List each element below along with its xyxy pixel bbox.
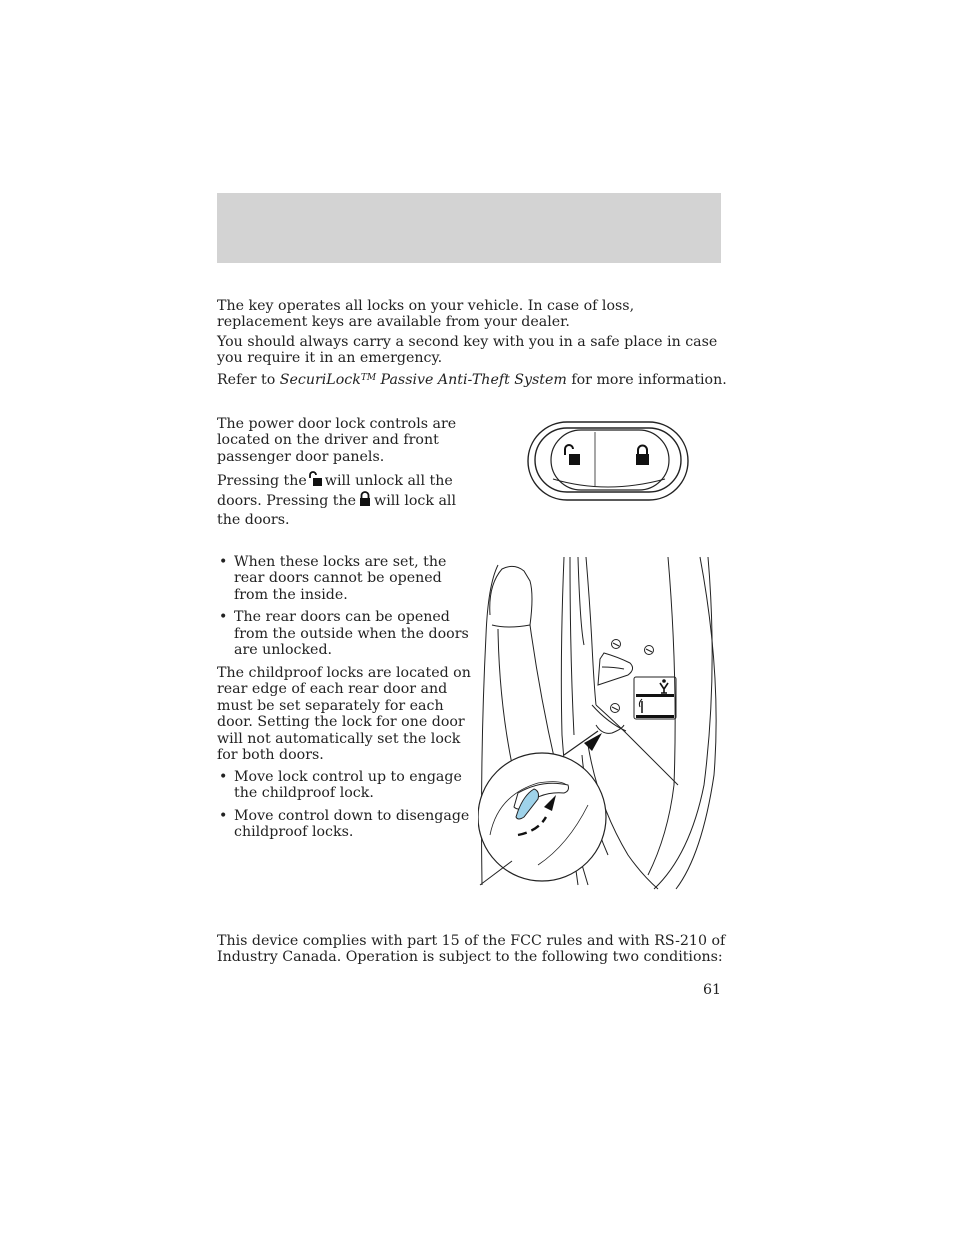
power-locks-paragraph-1: The power door lock controls are located on the driver and front passenger door panels. xyxy=(217,416,457,465)
trademark-mark: TM xyxy=(360,373,377,383)
childproof-label-plate xyxy=(636,679,674,718)
keys-paragraph-1: The key operates all locks on your vehicle. In case of loss, replacement keys are available from your dealer. xyxy=(217,298,635,331)
section-header-band xyxy=(217,193,721,263)
lock-icon xyxy=(358,491,372,507)
keys-paragraph-2: You should always carry a second key with you in a safe place in case you require it in an emergency. xyxy=(217,334,718,367)
childproof-paragraph: The childproof locks are located on rear edge of each rear door and must be set separately for each door. Setting the lock for one door will not automatically set the lock for both doors. xyxy=(217,665,471,764)
keys-paragraph-3: Refer to SecuriLock™ Passive Anti-Theft System for more information. xyxy=(217,372,727,388)
power-locks-paragraph-2: Pressing the will unlock all the doors. Pressing the will lock all the doors. xyxy=(217,473,456,528)
list-item: • Move lock control up to engage the childproof lock. xyxy=(217,769,473,802)
childproof-lock-door-illustration xyxy=(478,555,722,893)
securilock-reference: SecuriLock™ Passive Anti-Theft System xyxy=(279,372,567,388)
zoom-callout xyxy=(478,731,606,885)
list-item: • Move control down to disengage childproof locks. xyxy=(217,808,473,841)
page-number: 61 xyxy=(702,982,721,998)
childproof-bullets-bottom xyxy=(217,769,473,847)
unlock-icon xyxy=(309,471,323,487)
fcc-paragraph: This device complies with part 15 of the FCC rules and with RS-210 of Industry Canada. Operation is subject to the following two conditions: xyxy=(217,933,726,966)
list-item: • When these locks are set, the rear doors cannot be opened from the inside. xyxy=(217,554,473,603)
power-lock-switch-illustration xyxy=(527,421,689,501)
childproof-bullets-top xyxy=(217,554,473,664)
list-item: • The rear doors can be opened from the outside when the doors are unlocked. xyxy=(217,609,473,658)
